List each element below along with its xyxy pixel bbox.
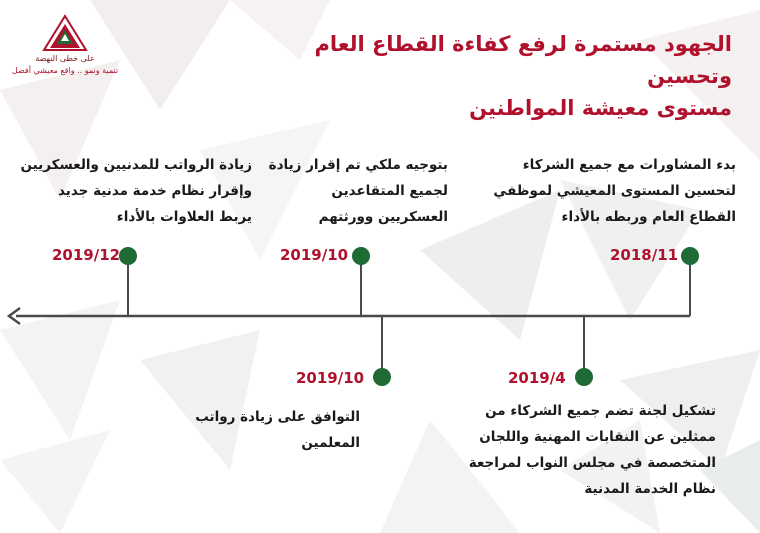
event-text-line: تشكيل لجنة تضم جميع الشركاء من	[485, 403, 716, 419]
event-text-line: المتخصصة في مجلس النواب لمراجعة	[468, 455, 716, 471]
event-text-line: التوافق على زيادة رواتب	[195, 409, 360, 425]
timeline-node	[575, 368, 593, 386]
event-text-line: لجميع المتقاعدين	[331, 183, 448, 199]
event-text-line: العسكريين وورثتهم	[318, 209, 448, 225]
event-text-line: يربط العلاوات بالأداء	[116, 209, 252, 225]
event-description	[12, 152, 252, 230]
event-date: 2019/12	[52, 246, 121, 264]
title-line-2: مستوى معيشة المواطنين	[469, 96, 732, 120]
event-description	[248, 152, 448, 230]
event-text-line: ممثلين عن النقابات المهنية واللجان	[479, 429, 716, 445]
event-text-line: وإقرار نظام خدمة مدنية جديد	[57, 183, 252, 199]
event-text-line: زيادة الرواتب للمدنيين والعسكريين	[20, 157, 252, 173]
event-text-line: القطاع العام وربطه بالأداء	[561, 209, 736, 225]
timeline-node	[681, 247, 699, 265]
event-text-line: بتوجيه ملكي تم إقرار زيادة	[268, 157, 448, 173]
logo-name: على خطى النهضة	[35, 54, 95, 63]
timeline-node	[373, 368, 391, 386]
event-date: 2019/10	[280, 246, 349, 264]
event-description	[486, 152, 736, 230]
event-date: 2019/4	[508, 369, 566, 387]
event-date: 2018/11	[610, 246, 679, 264]
event-date: 2019/10	[296, 369, 365, 387]
title-line-1: الجهود مستمرة لرفع كفاءة القطاع العام وتحسين	[314, 32, 732, 88]
event-description	[190, 404, 360, 456]
timeline-node	[352, 247, 370, 265]
event-text-line: بدء المشاورات مع جميع الشركاء	[522, 157, 736, 173]
event-description	[446, 398, 716, 502]
event-text-line: لتحسين المستوى المعيشي لموظفي	[493, 183, 736, 199]
event-text-line: المعلمين	[301, 435, 360, 451]
event-text-line: نظام الخدمة المدنية	[584, 481, 716, 497]
timeline-node	[119, 247, 137, 265]
logo-tagline: تنمية ونمو .. واقع معيشي أفضل	[11, 66, 119, 75]
